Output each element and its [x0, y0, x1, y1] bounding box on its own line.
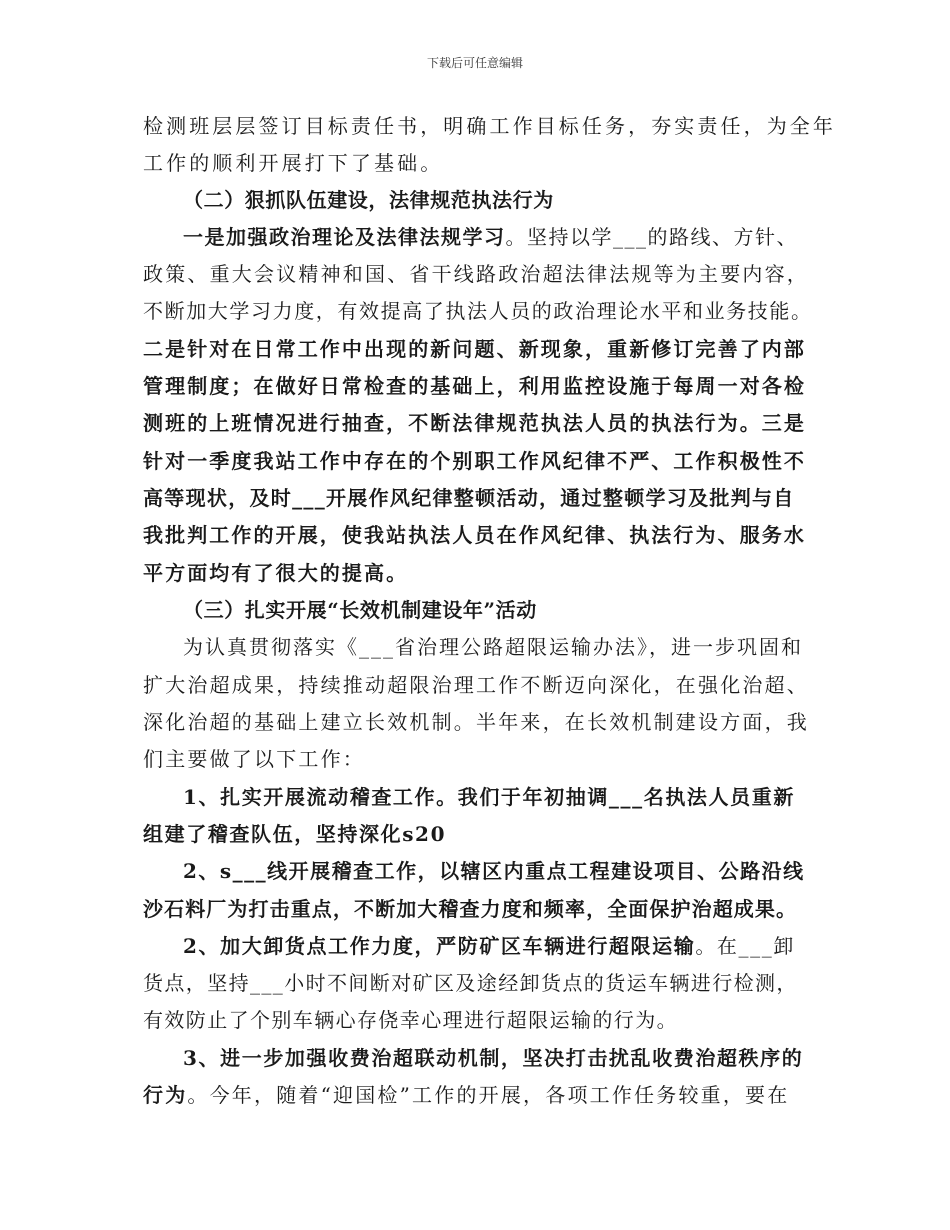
text-line [143, 822, 446, 846]
text-line [143, 523, 806, 547]
line-text: 1、扎实开展流动稽查工作。我们于年初抽调___名执法人员重新 [183, 785, 795, 809]
line-tail-text: 。在___卸 [695, 934, 795, 958]
line-text: （二）狠抓队伍建设，法律规范执法行为 [183, 188, 554, 212]
line-text: 2、加大卸货点工作力度，严防矿区车辆进行超限运输 [183, 934, 696, 958]
line-text: 政策、重大会议精神和国、省干线路政治超法律法规等为主要内容， [143, 262, 809, 286]
line-text: 高等现状，及时___开展作风纪律整顿活动，通过整顿学习及批判与自 [143, 486, 795, 510]
line-text: 有效防止了个别车辆心存侥幸心理进行超限运输的行为。 [143, 1008, 678, 1032]
text-line [143, 1083, 789, 1107]
text-line [183, 598, 537, 622]
line-text: 们主要做了以下工作： [143, 747, 365, 771]
line-text: 针对一季度我站工作中存在的个别职工作风纪律不严、工作积极性不 [143, 449, 806, 473]
line-text: 组建了稽查队伍，坚持深化s20 [143, 822, 447, 846]
text-line [183, 188, 554, 212]
line-text: 检测班层层签订目标责任书，明确工作目标任务，夯实责任，为全年 [143, 114, 836, 138]
line-text: 货点，坚持___小时不间断对矿区及途经卸货点的货运车辆进行检测， [143, 971, 798, 995]
text-line [143, 747, 365, 771]
text-line [143, 449, 806, 473]
line-text: 3、进一步加强收费治超联动机制，坚决打击扰乱收费治超秩序的 [183, 1046, 804, 1070]
text-line [143, 897, 797, 921]
text-line [183, 225, 798, 249]
line-text: 一是加强政治理论及法律法规学习 [183, 225, 506, 249]
line-tail-text: 。坚持以学___的路线、方针、 [505, 225, 798, 249]
text-line [143, 299, 813, 323]
line-text: 管理制度；在做好日常检查的基础上，利用监控设施于每周一对各检 [143, 374, 806, 398]
line-text: 二是针对在日常工作中出现的新问题、新现象，重新修订完善了内部 [143, 337, 806, 361]
text-line [183, 934, 795, 958]
line-text: 为认真贯彻落实《___省治理公路超限运输办法》，进一步巩固和 [183, 635, 803, 659]
line-text: 测班的上班情况进行抽查，不断法律规范执法人员的执法行为。三是 [143, 411, 806, 435]
text-line [143, 262, 809, 286]
text-line [183, 785, 795, 809]
line-text: 深化治超的基础上建立长效机制。半年来，在长效机制建设方面，我 [143, 710, 809, 734]
text-line [143, 151, 443, 175]
line-text: 我批判工作的开展，使我站执法人员在作风纪律、执法行为、服务水 [143, 523, 806, 547]
text-line [183, 635, 803, 659]
text-line [143, 710, 809, 734]
text-line [143, 114, 836, 138]
text-line [143, 1008, 678, 1032]
text-line [143, 561, 408, 585]
line-text: （三）扎实开展“长效机制建设年”活动 [183, 598, 537, 622]
line-text: 沙石料厂为打击重点，不断加大稽查力度和频率，全面保护治超成果。 [143, 897, 798, 921]
page-header: 下载后可任意编辑 [426, 56, 523, 70]
line-text: 2、s___线开展稽查工作，以辖区内重点工程建设项目、公路沿线 [183, 859, 805, 883]
text-line [143, 411, 806, 435]
line-text: 扩大治超成果，持续推动超限治理工作不断迈向深化，在强化治超、 [143, 673, 809, 697]
text-line [143, 374, 806, 398]
line-text: 行为 [143, 1083, 188, 1107]
text-line [143, 337, 806, 361]
text-line [143, 971, 798, 995]
text-line [143, 486, 795, 510]
line-text: 不断加大学习力度，有效提高了执法人员的政治理论水平和业务技能。 [143, 299, 813, 323]
text-line [143, 673, 809, 697]
line-text: 工作的顺利开展打下了基础。 [143, 151, 444, 175]
line-text: 平方面均有了很大的提高。 [143, 561, 409, 585]
line-tail-text: 。今年，随着“迎国检”工作的开展，各项工作任务较重，要在 [187, 1083, 790, 1107]
text-line [183, 859, 805, 883]
text-line [183, 1046, 803, 1070]
